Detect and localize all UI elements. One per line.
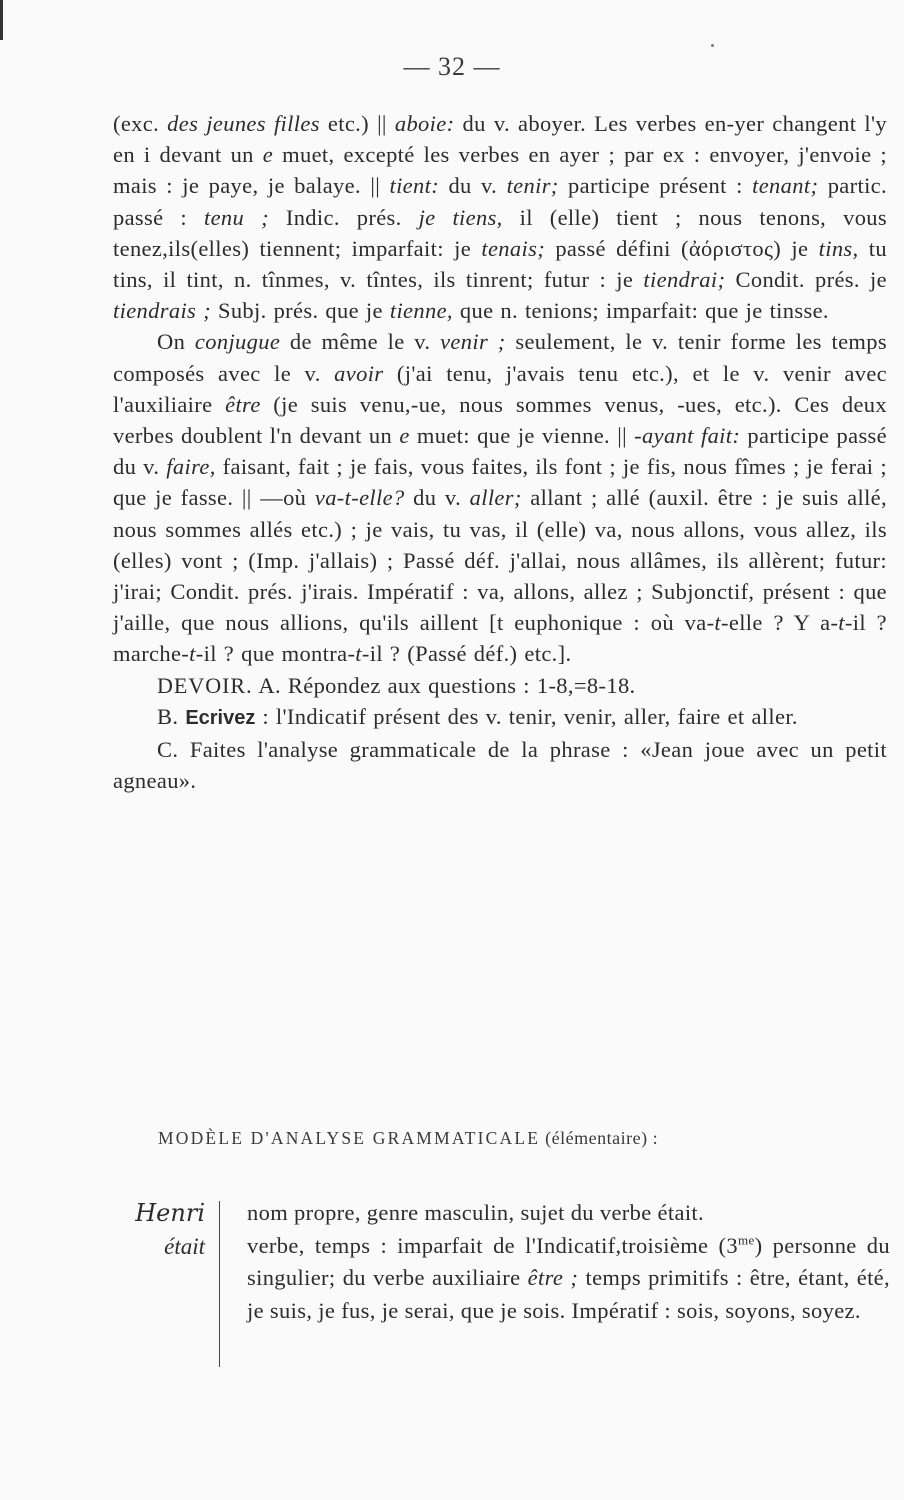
text-run: tu tins, il tint, n. tînmes, v. tîntes, ils tinrent; futur : je — [113, 235, 888, 293]
italic-letter: t — [714, 610, 722, 636]
analysed-words — [100, 1197, 205, 1263]
text-run: Subj. prés. que je — [210, 298, 390, 324]
italic-letter: t — [189, 641, 196, 667]
text-run: (j'ai tenu, j'avais tenu etc.), et le v. venir avec l'auxiliaire — [113, 360, 887, 417]
verb-form: être — [225, 391, 261, 417]
text-run: participe passé du v. — [113, 423, 887, 480]
text-run: : l'Indicatif présent des v. tenir, venir, aller, faire et aller. — [255, 703, 798, 729]
verb-form: conjugue — [194, 329, 281, 355]
verb-form: aller; — [469, 485, 522, 511]
text-run: C. Faites l'analyse grammaticale de la phrase : «Jean joue avec un petit agneau». — [113, 737, 887, 794]
text-run: On — [157, 329, 195, 355]
main-text — [113, 108, 887, 796]
text-run: du v. — [439, 173, 507, 199]
verb-form: tienne, — [389, 298, 453, 324]
example-phrase: des jeunes filles — [167, 111, 320, 136]
model-heading-tail: (élémentaire) : — [540, 1128, 659, 1148]
text-run: -il ? marche- — [113, 610, 887, 667]
text-run: -il ? (Passé déf.) etc.]. — [361, 641, 572, 667]
verb-form: venir ; — [440, 329, 506, 355]
italic-letter: e — [399, 423, 410, 449]
text-run: (exc. — [113, 111, 168, 136]
analysis-etait — [247, 1230, 890, 1328]
text-run: du v. — [404, 485, 470, 511]
text-run: verbe, temps : imparfait de l'Indicatif,troisième (3 — [247, 1232, 738, 1258]
text-run: etc.) || — [319, 111, 395, 136]
text-run: Condit. prés. je — [725, 267, 887, 293]
verb-form: faire, — [166, 454, 216, 480]
text-run: (je suis venu,-ue, nous sommes venus, -ues, etc.). Ces deux verbes doublent l'n devant un — [113, 391, 887, 449]
text-run: A. Répondez aux questions : 1-8,=8-18. — [252, 672, 636, 698]
text-run: participe présent : — [558, 173, 753, 199]
verb-form: je tiens, — [418, 204, 503, 230]
text-run: seulement, le v. tenir forme les temps composés avec le v. — [113, 329, 887, 386]
text-run: B. — [157, 703, 186, 729]
model-heading-text: MODÈLE D'ANALYSE GRAMMATICALE — [158, 1128, 541, 1148]
text-run: -elle ? Y a- — [721, 610, 839, 636]
text-run: Indic. prés. — [268, 204, 419, 230]
text-run: du v. aboyer. Les verbes en-yer changent l'y en i devant un — [113, 111, 887, 168]
verb-form: tenais; — [481, 235, 546, 261]
text-run: muet, excepté les verbes en ayer ; par ex : envoyer, j'envoie ; mais : je paye, je balaye. || — [113, 142, 887, 199]
text-run: ) personne du singulier; du verbe auxiliaire — [247, 1232, 890, 1290]
text-run: faisant, fait ; je fais, vous faites, ils font ; je fis, nous fîmes ; je ferai ; que je fasse. || —où — [113, 454, 887, 511]
paragraph-tenir — [113, 108, 887, 326]
verb-form: être ; — [527, 1265, 579, 1290]
text-run: allant ; allé (auxil. être : je suis allé, nous sommes allés etc.) ; je vais, tu vas, il (elle) va, nous allons, vous allez, ils (elles) vont ; (Imp. j'allais) ; Passé déf. j'allai, nous allâmes, ils allèrent; futur: j'irai; Condit. prés. j'irais. Impératif : va, allons, allez ; Subjonctif, présent : que j'aille, que nous allions, qu'ils aillent [t euphonique : où va- — [113, 485, 887, 636]
analysis-descriptions — [247, 1197, 890, 1327]
devoir-label: DEVOIR. — [157, 672, 253, 698]
model-heading — [158, 1128, 898, 1149]
analysed-word-henri: Henri — [135, 1199, 205, 1227]
text-run: muet: que je vienne. || — [409, 423, 635, 449]
paper-speck — [711, 44, 714, 47]
verb-form: avoir — [334, 360, 384, 386]
text-run: passé défini (ἀόριστος) je — [545, 235, 819, 261]
italic-letter: t — [838, 610, 845, 636]
headword: aboie: — [394, 111, 455, 136]
text-run: temps primitifs : être, étant, été, je suis, je fus, je serai, que je sois. Impératif : sois, soyons, soyez. — [247, 1265, 890, 1323]
superscript: me — [738, 1232, 755, 1247]
verb-form: tenant; — [752, 173, 819, 199]
text-run: que n. tenions; imparfait: que je tinsse. — [452, 298, 829, 324]
text-run: il (elle) tient ; nous tenons, vous tenez,ils(elles) tiennent; imparfait: je — [113, 204, 887, 261]
binding-mark — [0, 0, 3, 40]
analysed-word-etait: était — [164, 1234, 205, 1259]
headword: tient: — [389, 173, 440, 199]
bold-instruction: Ecrivez — [185, 706, 256, 729]
devoir-a — [113, 670, 887, 701]
italic-letter: t — [355, 641, 362, 667]
headword: va-t-elle? — [314, 485, 405, 511]
page-number: — 32 — — [403, 52, 501, 81]
headword: -ayant fait: — [634, 423, 741, 449]
verb-form: tiendrais ; — [113, 298, 211, 324]
devoir-c — [113, 734, 887, 796]
text-run: -il ? que montra- — [195, 641, 356, 667]
verb-form: tenu ; — [203, 204, 269, 230]
italic-letter: e — [262, 142, 274, 168]
devoir-b — [113, 701, 887, 734]
text-run: partic. passé : — [113, 173, 887, 230]
analysis-henri: nom propre, genre masculin, sujet du verbe était. — [247, 1200, 705, 1225]
paragraph-venir-faire-aller — [113, 326, 887, 669]
verb-form: tiendrai; — [643, 267, 726, 293]
verb-form: tins, — [818, 235, 859, 261]
verb-form: tenir; — [506, 173, 559, 199]
text-run: de même le v. — [280, 329, 441, 355]
vertical-rule — [219, 1201, 220, 1367]
